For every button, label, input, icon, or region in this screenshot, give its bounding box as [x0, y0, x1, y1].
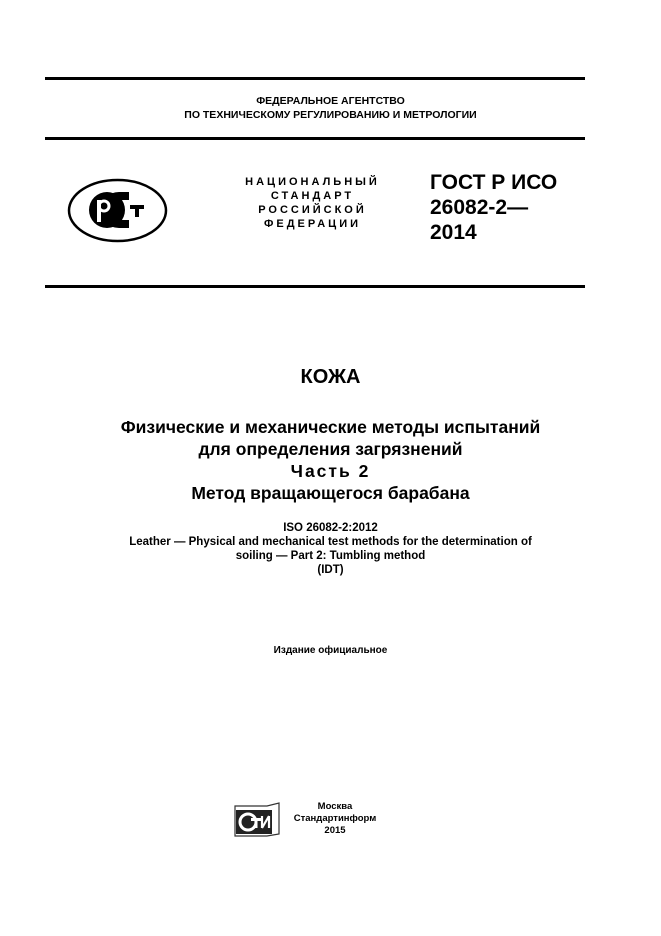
iso-reference — [0, 521, 661, 577]
iso-line-1: ISO 26082-2:2012 — [283, 522, 378, 534]
publisher-year: 2015 — [324, 825, 346, 836]
subtitle-line-1: Физические и механические методы испытаний — [120, 417, 541, 437]
rst-logo-icon — [67, 178, 168, 243]
middle-rule — [45, 137, 585, 140]
standartinform-logo-icon — [233, 802, 281, 838]
gost-line-2: 26082-2— — [430, 196, 529, 219]
iso-line-4: (IDT) — [317, 564, 344, 576]
publisher-name: Стандартинформ — [293, 813, 377, 824]
agency-line-2: ПО ТЕХНИЧЕСКОМУ РЕГУЛИРОВАНИЮ И МЕТРОЛОГИИ — [184, 109, 477, 121]
national-line-1: НАЦИОНАЛЬНЫЙ — [245, 176, 380, 188]
gost-line-1: ГОСТ Р ИСО — [430, 171, 558, 194]
gost-line-3: 2014 — [430, 221, 477, 244]
bottom-rule — [45, 285, 585, 288]
iso-line-3: soiling — Part 2: Tumbling method — [235, 550, 426, 562]
national-line-3: РОССИЙСКОЙ — [258, 204, 367, 216]
iso-line-2: Leather — Physical and mechanical test methods for the determination of — [129, 536, 532, 548]
national-standard-label — [225, 175, 400, 231]
publisher-block — [285, 801, 385, 837]
gost-designation — [430, 170, 557, 245]
top-rule — [45, 77, 585, 80]
subtitle-line-2: для определения загрязнений — [198, 439, 463, 459]
agency-line-1: ФЕДЕРАЛЬНОЕ АГЕНТСТВО — [256, 95, 405, 107]
document-subtitle — [0, 416, 661, 504]
agency-header — [0, 94, 661, 122]
publisher-city: Москва — [317, 801, 353, 812]
official-edition-label: Издание официальное — [273, 645, 388, 656]
subtitle-part: Часть 2 — [290, 461, 371, 481]
national-line-2: СТАНДАРТ — [270, 190, 355, 202]
subtitle-line-4: Метод вращающегося барабана — [191, 483, 470, 503]
national-line-4: ФЕДЕРАЦИИ — [263, 218, 362, 230]
document-title: КОЖА — [300, 366, 361, 388]
